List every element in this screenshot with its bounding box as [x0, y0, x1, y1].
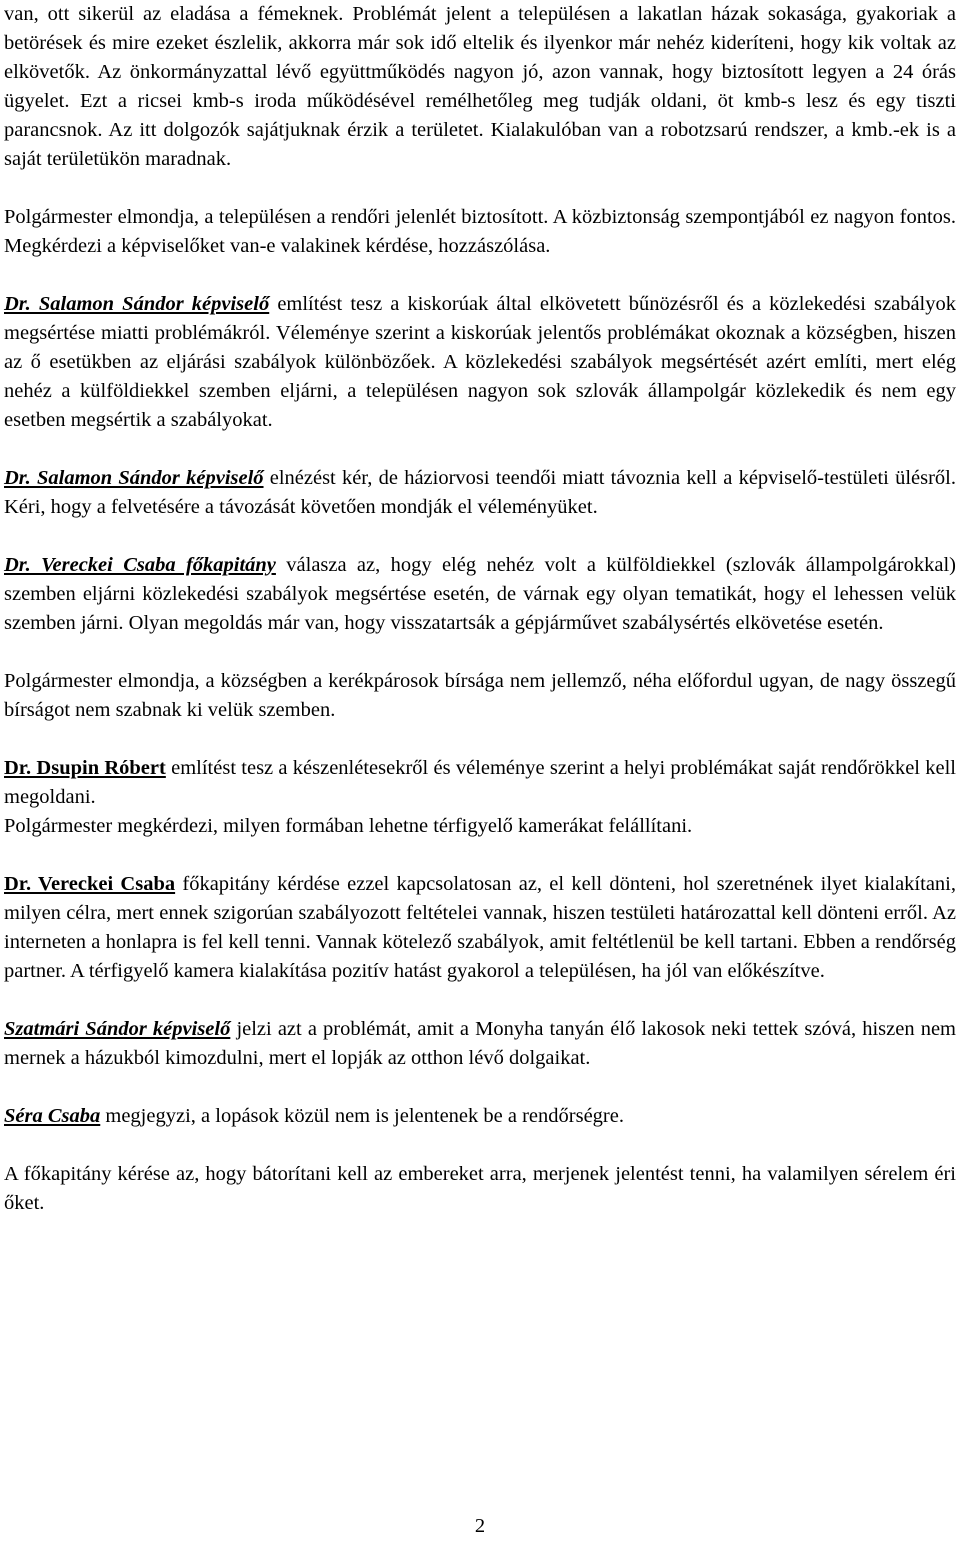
paragraph-sera [4, 1102, 956, 1131]
paragraph-chief-request [4, 1160, 956, 1218]
paragraph-text: Polgármester elmondja, a községben a kerékpárosok bírsága nem jellemző, néha előfordul ugyan, de nagy összegű bírságot nem szabnak ki velük szemben. [4, 670, 956, 721]
page-number: 2 [474, 1515, 486, 1537]
paragraph-text: jelzi azt a problémát, amit a Monyha tanyán élő lakosok neki tettek szóvá, hiszen nem mernek a házukból kimozdulni, mert el lopják az otthon lévő dolgaikat. [4, 1018, 956, 1069]
speaker-name: Séra Csaba [4, 1105, 101, 1127]
paragraph-text: Polgármester megkérdezi, milyen formában lehetne térfigyelő kamerákat felállítani. [4, 815, 693, 837]
paragraph-mayor-cyclists [4, 667, 956, 725]
paragraph-text: említést tesz a készenlétesekről és véleménye szerint a helyi problémákat saját rendőrökkel kell megoldani. [4, 757, 957, 808]
paragraph-text: Polgármester elmondja, a településen a rendőri jelenlét biztosított. A közbiztonság szempontjából ez nagyon fontos. Megkérdezi a képviselőket van-e valakinek kérdése, hozzászólása. [4, 206, 956, 257]
paragraph-vereckei-reply [4, 551, 956, 638]
speaker-name: Dr. Dsupin Róbert [4, 757, 166, 779]
paragraph-salamon-leaves [4, 464, 956, 522]
paragraph-text: említést tesz a kiskorúak által elkövetett bűnözésről és a közlekedési szabályok megsértése miatti problémákról. Véleménye szerint a kiskorúak jelentős problémákat okoznak a községben, hiszen az ő esetükben az eljárási szabályok különbözőek. A közlekedési szabályok megsértését azért említi, mert elég nehéz a külföldiekkel szemben eljárni, a településen nagyon sok szlovák állampolgár közlekedik és nem egy esetben megsértik a szabályokat. [4, 293, 956, 431]
paragraph-salamon-minors [4, 290, 956, 435]
paragraph-mayor-presence [4, 203, 956, 261]
paragraph-police-report-continuation [4, 0, 956, 174]
paragraph-vereckei-cameras [4, 870, 956, 986]
paragraph-mayor-cameras [4, 812, 956, 841]
document-page [4, 0, 956, 1247]
paragraph-szatmari [4, 1015, 956, 1073]
paragraph-text: van, ott sikerül az eladása a fémeknek. Problémát jelent a településen a lakatlan házak sokasága, gyakoriak a betörések és mire ezeket észlelik, akkorra már sok idő eltelik és ilyenkor már nehéz kideríteni, hogy kik voltak az elkövetők. Az önkormányzattal lévő együttműködés nagyon jó, azon vannak, hogy biztosított legyen a 24 órás ügyelet. Ezt a ricsei kmb-s iroda működésével remélhetőleg meg tudják oldani, öt kmb-s lesz és egy tiszti parancsnok. Az itt dolgozók sajátjuknak érzik a területet. Kialakulóban van a robotzsarú rendszer, a kmb.-ek is a saját területükön maradnak. [4, 3, 956, 170]
paragraph-text: megjegyzi, a lopások közül nem is jelentenek be a rendőrségre. [100, 1105, 624, 1127]
paragraph-text: elnézést kér, de háziorvosi teendői miatt távoznia kell a képviselő-testületi ülésről. Kéri, hogy a felvetésére a távozását követően mondják el véleményüket. [4, 467, 956, 518]
paragraph-text: főkapitány kérdése ezzel kapcsolatosan az, el kell dönteni, hol szeretnének ilyet kialakítani, milyen célra, mert ennek szigorúan szabályozott feltételei vannak, hiszen testületi határozattal kell dönteni erről. Az interneten a honlapra is fel kell tenni. Vannak kötelező szabályok, amit feltétlenül be kell tartani. Ebben a rendőrség partner. A térfigyelő kamera kialakítása pozitív hatást gyakorol a településen, ha jól van előkészítve. [4, 873, 956, 982]
paragraph-dsupin [4, 754, 956, 812]
paragraph-text: A főkapitány kérése az, hogy bátorítani kell az embereket arra, merjenek jelentést tenni, ha valamilyen sérelem éri őket. [4, 1163, 956, 1214]
speaker-name: Dr. Vereckei Csaba főkapitány [4, 554, 276, 576]
speaker-name: Dr. Salamon Sándor képviselő [4, 467, 264, 489]
speaker-name: Dr. Salamon Sándor képviselő [4, 293, 270, 315]
paragraph-text: válasza az, hogy elég nehéz volt a külföldiekkel (szlovák állampolgárokkal) szemben eljárni közlekedési szabályok megsértése esetén, de várnak egy olyan tematikát, hogy el lehessen velük szemben járni. Olyan megoldás már van, hogy visszatartsák a gépjárművet szabálysértés elkövetése esetén. [4, 554, 956, 634]
speaker-name: Dr. Vereckei Csaba [4, 873, 176, 895]
speaker-name: Szatmári Sándor képviselő [4, 1018, 231, 1040]
